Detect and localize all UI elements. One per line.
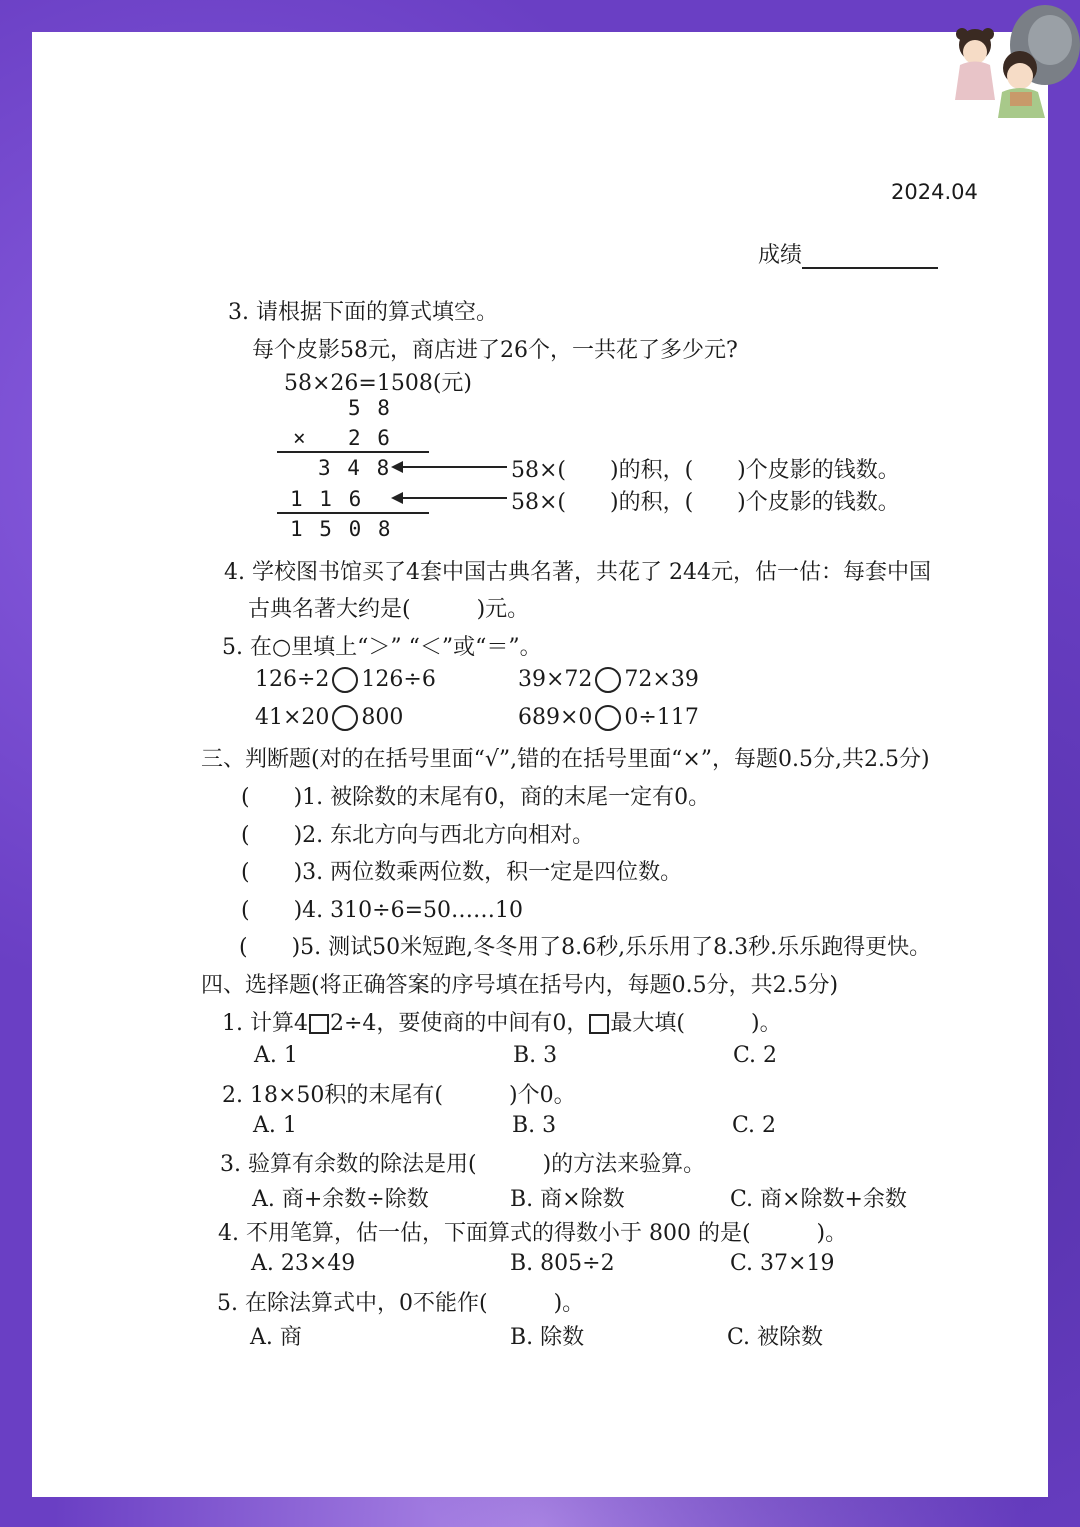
- compare-circle[interactable]: [332, 667, 358, 693]
- q2-option-a[interactable]: A. 1: [253, 1113, 297, 1138]
- q1-option-a[interactable]: A. 1: [254, 1043, 298, 1068]
- compare-circle[interactable]: [595, 705, 621, 731]
- vertical-row1: 5 8: [348, 396, 392, 420]
- q4-option-a[interactable]: A. 23×49: [251, 1251, 356, 1276]
- compare-left: 41×20: [255, 705, 330, 730]
- compare-item-1: [255, 667, 436, 693]
- compare-circle[interactable]: [332, 705, 358, 731]
- score-blank[interactable]: [802, 245, 938, 269]
- judge-text: 3. 两位数乘两位数，积一定是四位数。: [302, 860, 683, 885]
- q4-line1: 4. 学校图书馆买了4套中国古典名著，共花了 244元，估一估：每套中国: [224, 560, 931, 585]
- q4-option-b[interactable]: B. 805÷2: [510, 1251, 615, 1276]
- vertical-row3: 3 4 8: [318, 456, 392, 480]
- q3-option-b[interactable]: B. 商×除数: [510, 1187, 625, 1212]
- blank-square-icon: [309, 1014, 329, 1034]
- answer-bracket[interactable]: ( ): [239, 935, 301, 960]
- choice-q4[interactable]: 4. 不用笔算，估一估，下面算式的得数小于 800 的是( )。: [218, 1221, 848, 1246]
- compare-right: 126÷6: [361, 667, 436, 692]
- judge-item-3: [241, 855, 682, 886]
- vertical-row2: 2 6: [348, 426, 392, 450]
- q4-option-c[interactable]: C. 37×19: [730, 1251, 835, 1276]
- judge-item-1: [241, 780, 710, 811]
- judge-item-4: [241, 893, 523, 924]
- judge-item-5: [239, 930, 931, 961]
- q1-post[interactable]: 最大填( )。: [610, 1011, 782, 1036]
- score-field: [758, 238, 938, 269]
- q5-option-b[interactable]: B. 除数: [510, 1325, 585, 1350]
- compare-right: 72×39: [624, 667, 699, 692]
- reading-children-illustration: [940, 0, 1080, 130]
- q2-option-c[interactable]: C. 2: [732, 1113, 777, 1138]
- q1-option-b[interactable]: B. 3: [513, 1043, 558, 1068]
- compare-left: 126÷2: [255, 667, 330, 692]
- q1-option-c[interactable]: C. 2: [733, 1043, 778, 1068]
- blank-square-icon: [589, 1014, 609, 1034]
- section3-title: 三、判断题(对的在括号里面“√”,错的在括号里面“×”，每题0.5分,共2.5分): [201, 747, 930, 772]
- score-label: 成绩: [758, 243, 803, 268]
- q2-option-b[interactable]: B. 3: [512, 1113, 557, 1138]
- q4-line2[interactable]: 古典名著大约是( )元。: [248, 597, 530, 622]
- vertical-row5: 1 5 0 8: [290, 517, 393, 541]
- compare-item-2: [518, 667, 699, 693]
- answer-bracket[interactable]: ( ): [241, 898, 303, 923]
- q3-fill-1[interactable]: 58×( )的积，( )个皮影的钱数。: [511, 458, 900, 483]
- choice-q3[interactable]: 3. 验算有余数的除法是用( )的方法来验算。: [220, 1152, 706, 1177]
- arrow-1-icon: [393, 466, 507, 468]
- judge-text: 4. 310÷6=50……10: [302, 898, 523, 923]
- compare-left: 689×0: [518, 705, 593, 730]
- q3-fill-2[interactable]: 58×( )的积，( )个皮影的钱数。: [511, 490, 900, 515]
- q5-option-c[interactable]: C. 被除数: [727, 1325, 824, 1350]
- q1-pre: 1. 计算4: [222, 1011, 308, 1036]
- q3-option-c[interactable]: C. 商×除数+余数: [730, 1187, 907, 1212]
- judge-text: 1. 被除数的末尾有0，商的末尾一定有0。: [302, 785, 711, 810]
- vertical-line-1: [277, 451, 429, 453]
- choice-q1: [222, 1006, 782, 1037]
- vertical-line-2: [277, 512, 429, 514]
- answer-bracket[interactable]: ( ): [241, 785, 303, 810]
- exam-date: 2024.04: [891, 180, 978, 204]
- judge-text: 2. 东北方向与西北方向相对。: [302, 823, 595, 848]
- compare-item-4: [518, 705, 699, 731]
- q3-title: 3. 请根据下面的算式填空。: [228, 300, 498, 325]
- compare-left: 39×72: [518, 667, 593, 692]
- q3-equation: 58×26=1508(元): [284, 371, 473, 396]
- q3-problem: 每个皮影58元，商店进了26个，一共花了多少元?: [252, 338, 738, 363]
- compare-right: 800: [361, 705, 404, 730]
- answer-bracket[interactable]: ( ): [241, 860, 303, 885]
- q1-mid: 2÷4，要使商的中间有0，: [329, 1011, 589, 1036]
- compare-item-3: [255, 705, 403, 731]
- compare-right: 0÷117: [624, 705, 699, 730]
- section4-title: 四、选择题(将正确答案的序号填在括号内，每题0.5分，共2.5分): [201, 973, 839, 998]
- answer-bracket[interactable]: ( ): [241, 823, 303, 848]
- judge-item-2: [241, 818, 594, 849]
- choice-q5[interactable]: 5. 在除法算式中，0不能作( )。: [217, 1291, 585, 1316]
- vertical-operator: ×: [293, 426, 308, 450]
- q3-option-a[interactable]: A. 商+余数÷除数: [252, 1187, 429, 1212]
- judge-text: 5. 测试50米短跑,冬冬用了8.6秒,乐乐用了8.3秒.乐乐跑得更快。: [300, 935, 932, 960]
- choice-q2[interactable]: 2. 18×50积的末尾有( )个0。: [222, 1083, 576, 1108]
- arrow-2-icon: [393, 497, 507, 499]
- compare-circle[interactable]: [595, 667, 621, 693]
- q5-title: 5. 在○里填上“＞” “＜”或“＝”。: [222, 635, 542, 660]
- vertical-row4: 1 1 6: [290, 487, 364, 511]
- q5-option-a[interactable]: A. 商: [250, 1325, 302, 1350]
